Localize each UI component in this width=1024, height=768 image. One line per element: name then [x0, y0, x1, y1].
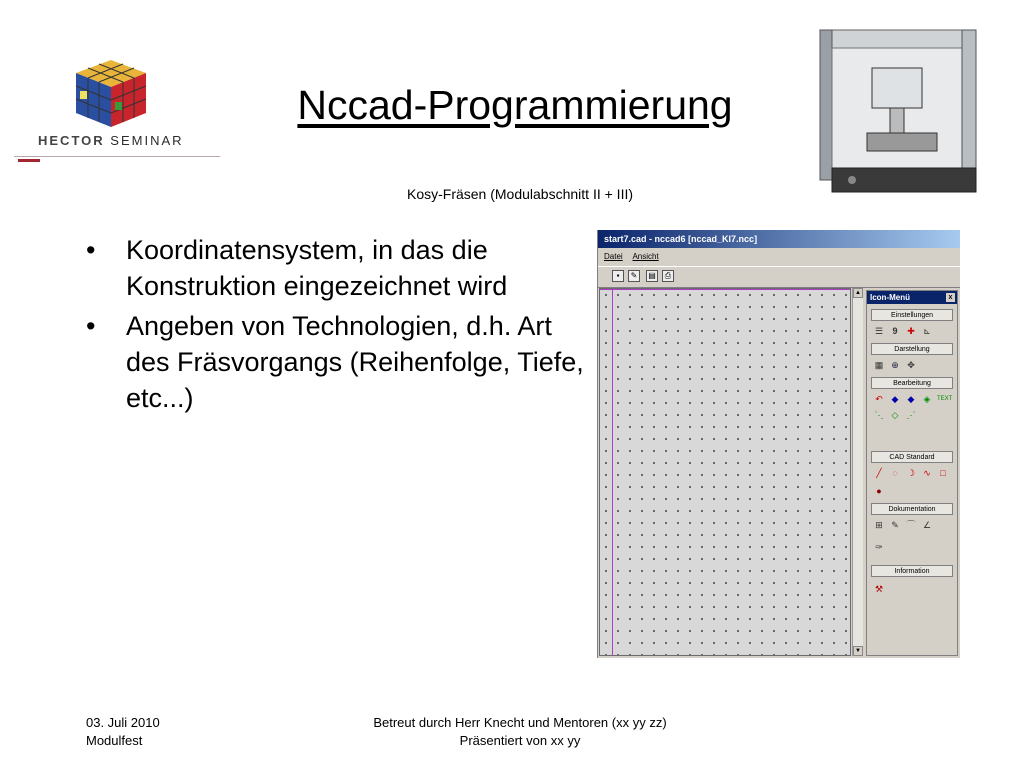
- point-tool-icon[interactable]: ●: [876, 486, 882, 496]
- menu-datei[interactable]: Datei: [604, 252, 623, 261]
- scale-icon[interactable]: ⋰: [906, 410, 916, 420]
- line-tool-icon[interactable]: ╱: [876, 468, 882, 478]
- icon-menu-header: Icon-Menü x: [867, 291, 957, 304]
- mirror-icon[interactable]: ⋱: [874, 410, 884, 420]
- undo-icon[interactable]: ↶: [875, 394, 883, 404]
- open-file-icon[interactable]: ▤: [646, 270, 658, 282]
- scroll-up-icon[interactable]: ▲: [853, 288, 863, 298]
- move-icon[interactable]: ◆: [907, 394, 915, 404]
- window-titlebar: start7.cad - nccad6 [nccad_Kl7.ncc]: [598, 230, 960, 248]
- logo-divider: [14, 156, 220, 157]
- section-bearbeitung[interactable]: Bearbeitung: [871, 377, 953, 389]
- close-icon[interactable]: x: [946, 293, 955, 302]
- crosshair-icon[interactable]: ✚: [907, 326, 915, 336]
- section-einstellungen[interactable]: Einstellungen: [871, 309, 953, 321]
- footer-date: 03. Juli 2010: [86, 715, 160, 730]
- toolbar: [598, 266, 960, 288]
- section-cad-standard[interactable]: CAD Standard: [871, 451, 953, 463]
- polyline-tool-icon[interactable]: ∿: [923, 468, 931, 478]
- dimension-icon[interactable]: ⊞: [875, 520, 883, 530]
- drawing-canvas[interactable]: [599, 288, 851, 656]
- cnc-milling-machine-image: [812, 28, 982, 200]
- info-tool-icon[interactable]: ⚒: [874, 584, 884, 594]
- menu-ansicht[interactable]: Ansicht: [632, 252, 659, 261]
- section-darstellung[interactable]: Darstellung: [871, 343, 953, 355]
- arc-tool-icon[interactable]: ☽: [906, 468, 916, 478]
- text-icon[interactable]: TEXT: [937, 396, 953, 402]
- logo-text: HECTOR SEMINAR: [38, 133, 184, 148]
- text-tool-icon[interactable]: ✑: [875, 542, 883, 552]
- label-icon[interactable]: ✎: [891, 520, 899, 530]
- scroll-down-icon[interactable]: ▼: [853, 646, 863, 656]
- hector-seminar-logo: [14, 55, 224, 165]
- slide-subtitle: Kosy-Fräsen (Modulabschnitt II + III): [406, 186, 634, 202]
- copy-icon[interactable]: ◈: [923, 394, 931, 404]
- icon-menu-panel: [866, 290, 958, 656]
- y-axis-line: [612, 289, 613, 655]
- section-dokumentation[interactable]: Dokumentation: [871, 503, 953, 515]
- rectangle-tool-icon[interactable]: □: [940, 468, 946, 478]
- nccad-window-screenshot: [597, 230, 960, 658]
- circle-tool-icon[interactable]: ◌: [892, 468, 898, 478]
- radius-dimension-icon[interactable]: ⌒: [906, 520, 916, 530]
- footer-presenter: Präsentiert von xx yy: [459, 733, 581, 748]
- zoom-icon[interactable]: ⊕: [891, 360, 899, 370]
- grid-icon[interactable]: ▦: [874, 360, 884, 370]
- x-axis-line: [600, 289, 850, 290]
- footer-credit: Betreut durch Herr Knecht und Mentoren (xx yy zz): [373, 715, 667, 730]
- print-icon[interactable]: ⎙: [662, 270, 674, 282]
- angle-dimension-icon[interactable]: ∠: [922, 520, 932, 530]
- bullet-item: • Koordinatensystem, in das die Konstruktion eingezeichnet wird: [86, 232, 596, 304]
- pan-icon[interactable]: ✥: [907, 360, 915, 370]
- logo-red-accent: [18, 159, 40, 162]
- rubiks-cube-icon: [66, 55, 156, 135]
- select-icon[interactable]: ◆: [891, 394, 899, 404]
- menu-bar: [598, 249, 960, 264]
- footer-left: [86, 714, 160, 750]
- rotate-icon[interactable]: ◇: [891, 410, 899, 420]
- new-file-icon[interactable]: ✎: [628, 270, 640, 282]
- line-style-icon[interactable]: ☰: [874, 326, 884, 336]
- vertical-scrollbar[interactable]: [852, 288, 863, 656]
- bullet-item: • Angeben von Technologien, d.h. Art des Fräsvorgangs (Reihenfolge, Tiefe, etc...): [86, 308, 596, 416]
- axes-icon[interactable]: ⊾: [923, 326, 931, 336]
- save-icon[interactable]: ▪: [612, 270, 624, 282]
- grid-number[interactable]: 9: [892, 326, 898, 336]
- slide-title: Nccad-Programmierung: [297, 82, 733, 128]
- section-information[interactable]: Information: [871, 565, 953, 577]
- footer-event: Modulfest: [86, 733, 143, 748]
- bullet-list: [86, 232, 596, 420]
- footer-center: [330, 714, 710, 750]
